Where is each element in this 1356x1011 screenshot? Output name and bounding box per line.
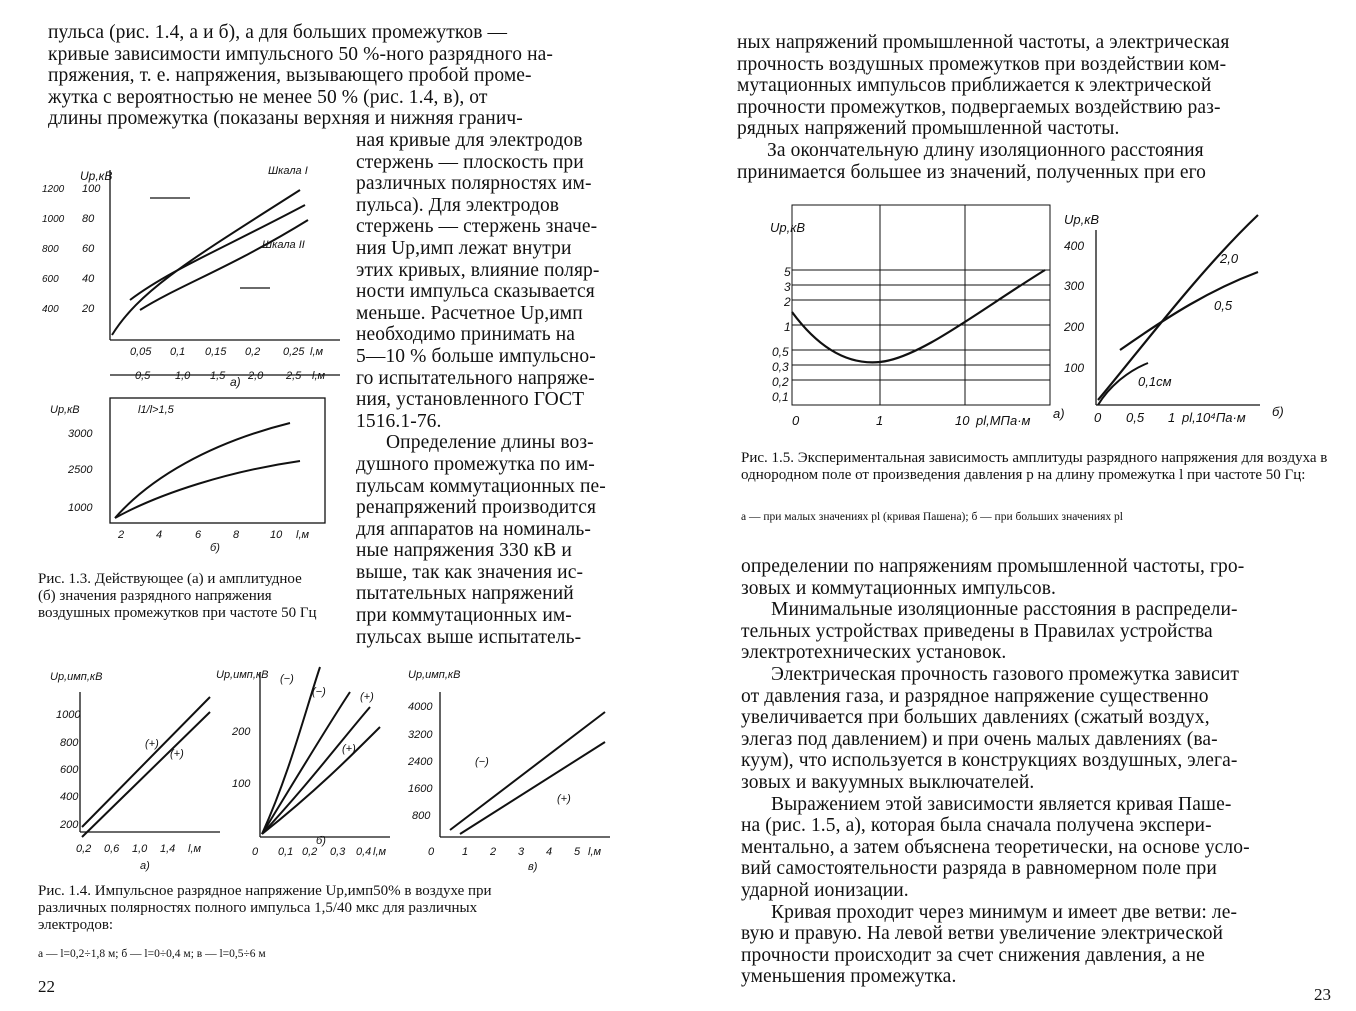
- text-line: вую и правую. На левой ветви увеличение электрической: [741, 923, 1224, 945]
- polarity-label: (−): [475, 756, 489, 768]
- tick-label: 10: [955, 413, 970, 428]
- tick-label: 2400: [408, 756, 433, 768]
- panel-tag: в): [528, 861, 538, 873]
- tick-label: 3200: [408, 729, 433, 741]
- tick-label: 200: [232, 726, 251, 738]
- figure-1-3-caption: Рис. 1.3. Действующее (а) и амплитудное (б) значения разрядного напряжения воздушных промежутков при частоте 50 Гц: [38, 571, 317, 621]
- text-line: ментально, а затем объяснена теоретически, на основе усло-: [741, 836, 1250, 858]
- axis-label: Uр,кВ: [1064, 212, 1100, 227]
- tick-label: 3: [784, 280, 791, 294]
- tick-label: 1: [1168, 410, 1176, 425]
- text-line: выше, так как значения ис-: [356, 561, 584, 583]
- text-line: для аппаратов на номиналь-: [356, 518, 591, 540]
- right-body-text: [741, 556, 1331, 988]
- tick-label: 1: [876, 413, 884, 428]
- text-line: ния Uр,имп лежат внутри: [356, 237, 572, 259]
- figure-1-5a: [750, 200, 1080, 435]
- figure-1-4-caption: [38, 883, 628, 934]
- tick-label: 0,2: [245, 346, 261, 358]
- tick-label: 600: [42, 274, 59, 285]
- tick-label: 0: [252, 846, 259, 858]
- tick-label: 400: [42, 304, 59, 315]
- tick-label: 0,2: [302, 846, 318, 858]
- tick-label: 800: [412, 810, 431, 822]
- tick-label: 0: [428, 846, 435, 858]
- tick-label: 2,0: [248, 370, 264, 382]
- polarity-label: (+): [170, 748, 184, 760]
- polarity-label: (+): [145, 738, 159, 750]
- tick-label: 0,5: [1126, 410, 1145, 425]
- tick-label: 60: [82, 243, 95, 255]
- axis-unit: l,м: [310, 346, 324, 358]
- tick-label: 0,1: [278, 846, 294, 858]
- text-line: уменьшения промежутка.: [741, 966, 957, 988]
- text-line: прочность воздушных промежутков при воздействии ком-: [737, 53, 1227, 75]
- text-line: пульса (рис. 1.4, а и б), а для больших промежутков —: [48, 22, 508, 43]
- panel-tag: б): [316, 835, 326, 847]
- text-line: ности импульса сказывается: [356, 281, 595, 303]
- text-line: пряжения, т. е. напряжения, вызывающего пробой проме-: [48, 65, 532, 87]
- polarity-label: (+): [557, 793, 571, 805]
- tick-label: 1,5: [210, 370, 226, 382]
- text-line: Электрическая прочность газового промежутка зависит: [771, 663, 1239, 685]
- tick-label: 1000: [42, 214, 65, 225]
- left-side-column: [356, 130, 636, 648]
- tick-label: 1000: [56, 709, 81, 721]
- text-line: пульсах выше испытатель-: [356, 626, 582, 648]
- caption-line: различных полярностях полного импульса 1,5/40 мкс для различных: [38, 900, 478, 916]
- tick-label: 0,1: [772, 390, 789, 404]
- tick-label: 0,2: [76, 843, 92, 855]
- text-line: необходимо принимать на: [356, 324, 576, 346]
- text-line: различных полярностях им-: [356, 173, 592, 195]
- text-line: стержень — стержень значе-: [356, 216, 598, 238]
- text-line: электротехнических установок.: [741, 642, 1007, 664]
- text-line: меньше. Расчетное Uр,имп: [356, 302, 583, 324]
- tick-label: 80: [82, 213, 95, 225]
- tick-label: 0,1: [170, 346, 186, 358]
- tick-label: 1: [462, 846, 469, 858]
- curve-label: 0,5: [1214, 298, 1233, 313]
- tick-label: 1000: [68, 502, 93, 514]
- axis-unit: pl,МПа·м: [976, 413, 1031, 428]
- tick-label: 5: [574, 846, 581, 858]
- text-line: го испытательного напряже-: [356, 367, 595, 389]
- tick-label: 200: [60, 819, 79, 831]
- tick-label: 100: [1064, 361, 1085, 375]
- scale-label: Шкала II: [262, 239, 305, 251]
- figure-1-5-caption: Рис. 1.5. Экспериментальная зависимость амплитуды разрядного напряжения для воздуха в однородном поле от произведения давления p на длину промежутка l при частоте 50 Гц:: [741, 450, 1328, 483]
- text-line: Кривая проходит через минимум и имеет две ветви: ле-: [771, 901, 1238, 923]
- tick-label: 400: [60, 791, 79, 803]
- tick-label: 800: [42, 244, 59, 255]
- curve-label: 2,0: [1220, 251, 1239, 266]
- right-top-paragraph: [737, 32, 1327, 183]
- tick-label: 1,4: [160, 843, 176, 855]
- curve-label: 0,1см: [1138, 374, 1172, 389]
- text-line: зовых и коммутационных импульсов.: [741, 577, 1057, 599]
- text-line: душного промежутка по им-: [356, 453, 595, 475]
- tick-label: 1,0: [175, 370, 191, 382]
- panel-tag: б): [1272, 404, 1284, 419]
- tick-label: 0,4: [356, 846, 372, 858]
- text-line: пульса). Для электродов: [356, 194, 560, 216]
- axis-label: Uр,имп,кВ: [408, 669, 461, 681]
- tick-label: 300: [1064, 279, 1085, 293]
- axis-unit: l,м: [373, 846, 387, 858]
- annotation: l1/l>1,5: [138, 404, 174, 416]
- text-line: ные напряжения 330 кВ и: [356, 540, 572, 562]
- text-line: зовых и вакуумных выключателей.: [741, 771, 1035, 793]
- text-line: Определение длины воз-: [386, 432, 594, 454]
- tick-label: 1600: [408, 783, 433, 795]
- text-line: определении по напряжениям промышленной частоты, гро-: [741, 556, 1245, 577]
- text-line: 5—10 % больше импульсно-: [356, 345, 596, 367]
- text-line: ренапряжений производится: [356, 497, 597, 519]
- tick-label: 5: [784, 265, 791, 279]
- text-line: рядных напряжений промышленной частоты.: [737, 118, 1120, 140]
- tick-label: 100: [232, 778, 251, 790]
- tick-label: 0,6: [104, 843, 120, 855]
- text-line: Выражением этой зависимости является кривая Паше-: [771, 793, 1232, 815]
- tick-label: 600: [60, 764, 79, 776]
- axis-label: Uр,кВ: [50, 404, 80, 416]
- figure-1-5b: [1060, 200, 1300, 435]
- axis-unit: l,м: [188, 843, 202, 855]
- scale-label: Шкала I: [268, 165, 308, 177]
- tick-label: 0,3: [330, 846, 346, 858]
- tick-label: 1: [784, 320, 791, 334]
- tick-label: 0,5: [772, 345, 789, 359]
- text-line: ния, установленного ГОСТ: [356, 389, 585, 411]
- tick-label: 4: [156, 529, 163, 541]
- tick-label: 0: [1094, 410, 1102, 425]
- text-line: прочности происходит за счет снижения давления, а не: [741, 944, 1205, 966]
- tick-label: 10: [270, 529, 283, 541]
- tick-label: 0,2: [772, 375, 789, 389]
- tick-label: 3000: [68, 428, 93, 440]
- text-line: пытательных напряжений: [356, 583, 574, 605]
- tick-label: 0,25: [283, 346, 305, 358]
- text-line: мутационных импульсов приближается к электрической: [737, 75, 1212, 97]
- caption-line: электродов:: [38, 917, 114, 933]
- text-line: стержень — плоскость при: [356, 151, 584, 173]
- polarity-label: (+): [360, 691, 374, 703]
- tick-label: 0,05: [130, 346, 152, 358]
- tick-label: 400: [1064, 239, 1085, 253]
- text-line: За окончательную длину изоляционного расстояния: [767, 139, 1204, 161]
- figure-1-4-legend: а — l=0,2÷1,8 м; б — l=0÷0,4 м; в — l=0,5÷6 м: [38, 948, 266, 960]
- page-number-right: 23: [1314, 985, 1331, 1004]
- text-line: жутка с вероятностью не менее 50 % (рис. 1.4, в), от: [48, 86, 488, 108]
- text-line: пульсам коммутационных пе-: [356, 475, 606, 497]
- caption-line: Рис. 1.4. Импульсное разрядное напряжение Uр,имп50% в воздухе при: [38, 883, 492, 899]
- tick-label: 0,5: [135, 370, 151, 382]
- tick-label: 8: [233, 529, 240, 541]
- tick-label: 3: [518, 846, 525, 858]
- text-line: принимается большее из значений, полученных при его: [737, 161, 1207, 183]
- text-line: увеличивается при больших давлениях (сжатый воздух,: [741, 707, 1210, 729]
- tick-label: 2: [490, 846, 497, 858]
- polarity-label: (−): [280, 673, 294, 685]
- text-line: 1516.1-76.: [356, 410, 442, 432]
- tick-label: 0,3: [772, 360, 789, 374]
- text-line: кривые зависимости импульсного 50 %-ного разрядного на-: [48, 43, 553, 65]
- text-line: вий самостоятельности разряда в равномерном поле при: [741, 858, 1217, 880]
- text-line: этих кривых, влияние поляр-: [356, 259, 600, 281]
- axis-unit: pl,10⁴Па·м: [1182, 410, 1246, 425]
- text-line: тельных устройствах приведены в Правилах устройства: [741, 620, 1213, 642]
- tick-label: 2500: [68, 464, 93, 476]
- polarity-label: (+): [342, 743, 356, 755]
- polarity-label: (−): [312, 686, 326, 698]
- text-line: при коммутационных им-: [356, 605, 572, 627]
- text-line: от давления газа, и разрядное напряжение существенно: [741, 685, 1209, 707]
- tick-label: 2: [118, 529, 125, 541]
- page-number-left: 22: [38, 977, 55, 996]
- panel-tag: а): [140, 860, 150, 872]
- text-line: прочности промежутков, подвергаемых воздействию раз-: [737, 96, 1221, 118]
- panel-tag: а): [1053, 406, 1065, 421]
- axis-label: Uр,имп,кВ: [50, 671, 103, 683]
- text-line: Минимальные изоляционные расстояния в распредели-: [771, 599, 1238, 621]
- tick-label: 4: [546, 846, 553, 858]
- tick-label: 1,0: [132, 843, 148, 855]
- text-line: длины промежутка (показаны верхняя и нижняя гранич-: [48, 108, 523, 130]
- figure-1-3b: [40, 393, 345, 558]
- axis-label: Uр,имп,кВ: [216, 669, 269, 681]
- figure-1-4: [40, 662, 630, 877]
- axis-label: Uр,кВ: [80, 169, 113, 183]
- tick-label: 1200: [42, 184, 65, 195]
- text-line: элегаз под давлением) и при очень малых давлениях (ва-: [741, 728, 1218, 750]
- tick-label: 200: [1064, 320, 1085, 334]
- tick-label: 40: [82, 273, 95, 285]
- text-line: ных напряжений промышленной частоты, а электрическая: [737, 32, 1230, 53]
- figure-1-5-legend: а — при малых значениях pl (кривая Пашена); б — при больших значениях pl: [741, 511, 1123, 523]
- axis-unit: l,м: [296, 529, 310, 541]
- axis-label: Uр,кВ: [770, 220, 806, 235]
- text-line: куум), что используется в конструкциях воздушных, элега-: [741, 750, 1238, 772]
- axis-unit: l,м: [588, 846, 602, 858]
- figure-1-3a: [40, 150, 345, 390]
- left-top-paragraph: [48, 22, 633, 130]
- tick-label: 4000: [408, 701, 433, 713]
- tick-label: 2,5: [286, 370, 302, 382]
- tick-label: 20: [82, 303, 95, 315]
- tick-label: 0: [792, 413, 800, 428]
- tick-label: 6: [195, 529, 202, 541]
- tick-label: 800: [60, 737, 79, 749]
- text-line: ударной ионизации.: [741, 879, 909, 901]
- text-line: ная кривые для электродов: [356, 130, 583, 151]
- tick-label: 0,15: [205, 346, 227, 358]
- axis-unit: l,м: [312, 370, 326, 382]
- text-line: на (рис. 1.5, а), которая была сначала получена экспери-: [741, 815, 1212, 837]
- tick-label: 2: [784, 295, 791, 309]
- panel-tag: а): [230, 375, 241, 389]
- panel-tag: б): [210, 542, 220, 554]
- tick-label: 100: [82, 183, 101, 195]
